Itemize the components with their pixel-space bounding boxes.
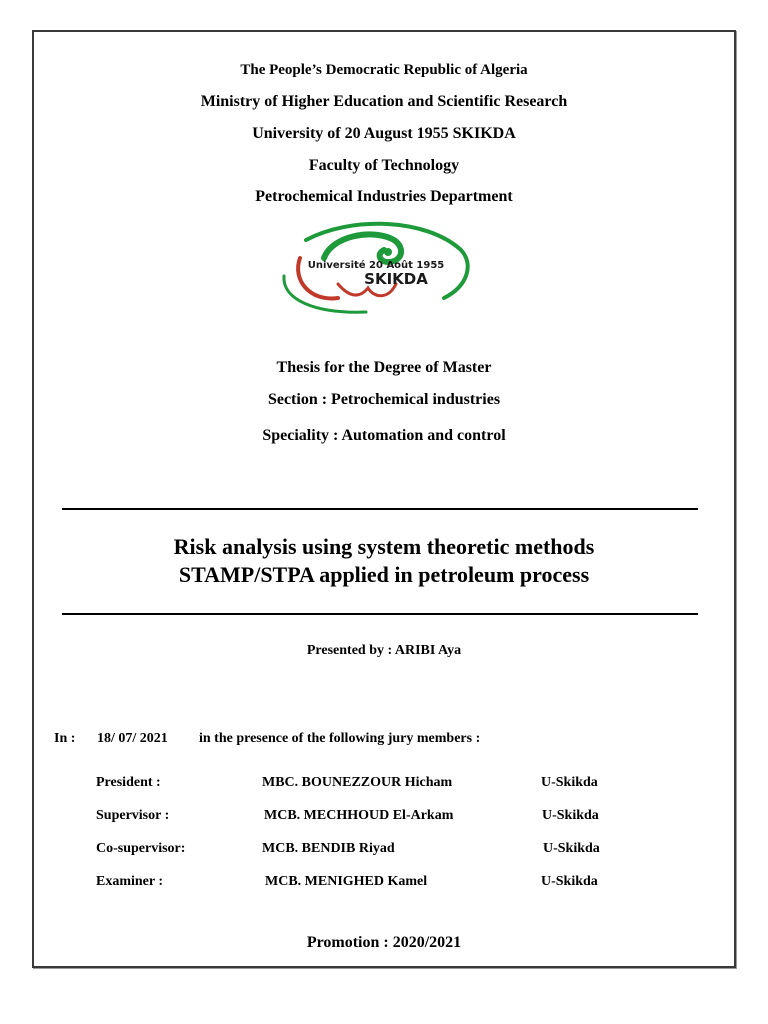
session-date: 18/ 07/ 2021 <box>97 731 168 746</box>
session-presence-text: in the presence of the following jury members : <box>199 731 481 746</box>
department-heading: Petrochemical Industries Department <box>255 188 513 205</box>
jury-affiliation: U-Skikda <box>541 874 598 889</box>
title-rule-bottom <box>62 613 698 615</box>
jury-affiliation: U-Skikda <box>543 841 600 856</box>
faculty-heading: Faculty of Technology <box>308 157 460 174</box>
university-heading: University of 20 August 1955 SKIKDA <box>252 125 516 142</box>
jury-role: Supervisor : <box>96 808 170 823</box>
thesis-title-line-1: Risk analysis using system theoretic methods <box>173 534 595 559</box>
section-line: Section : Petrochemical industries <box>267 391 501 408</box>
promotion-line: Promotion : 2020/2021 <box>306 934 462 951</box>
jury-name: MCB. MECHHOUD El-Arkam <box>264 808 454 823</box>
thesis-title-line-2: STAMP/STPA applied in petroleum process <box>178 562 590 587</box>
jury-name: MBC. BOUNEZZOUR Hicham <box>262 775 453 790</box>
jury-name: MCB. MENIGHED Kamel <box>265 874 428 889</box>
university-logo <box>276 218 476 316</box>
jury-affiliation: U-Skikda <box>542 808 599 823</box>
ministry-heading: Ministry of Higher Education and Scientific Research <box>200 93 568 110</box>
degree-title: Thesis for the Degree of Master <box>276 359 492 376</box>
presented-by: Presented by : ARIBI Aya <box>306 643 462 658</box>
jury-role: Co-supervisor: <box>96 841 186 856</box>
jury-name: MCB. BENDIB Riyad <box>262 841 395 856</box>
session-in-label: In : <box>54 731 76 746</box>
logo-name: SKIKDA <box>364 270 428 288</box>
country-heading: The People’s Democratic Republic of Algeria <box>240 62 528 78</box>
jury-affiliation: U-Skikda <box>541 775 598 790</box>
speciality-line: Speciality : Automation and control <box>262 427 506 444</box>
jury-role: President : <box>96 775 161 790</box>
jury-role: Examiner : <box>96 874 164 889</box>
logo-arc-text: Université 20 Août 1955 <box>307 260 445 271</box>
title-rule-top <box>62 508 698 510</box>
